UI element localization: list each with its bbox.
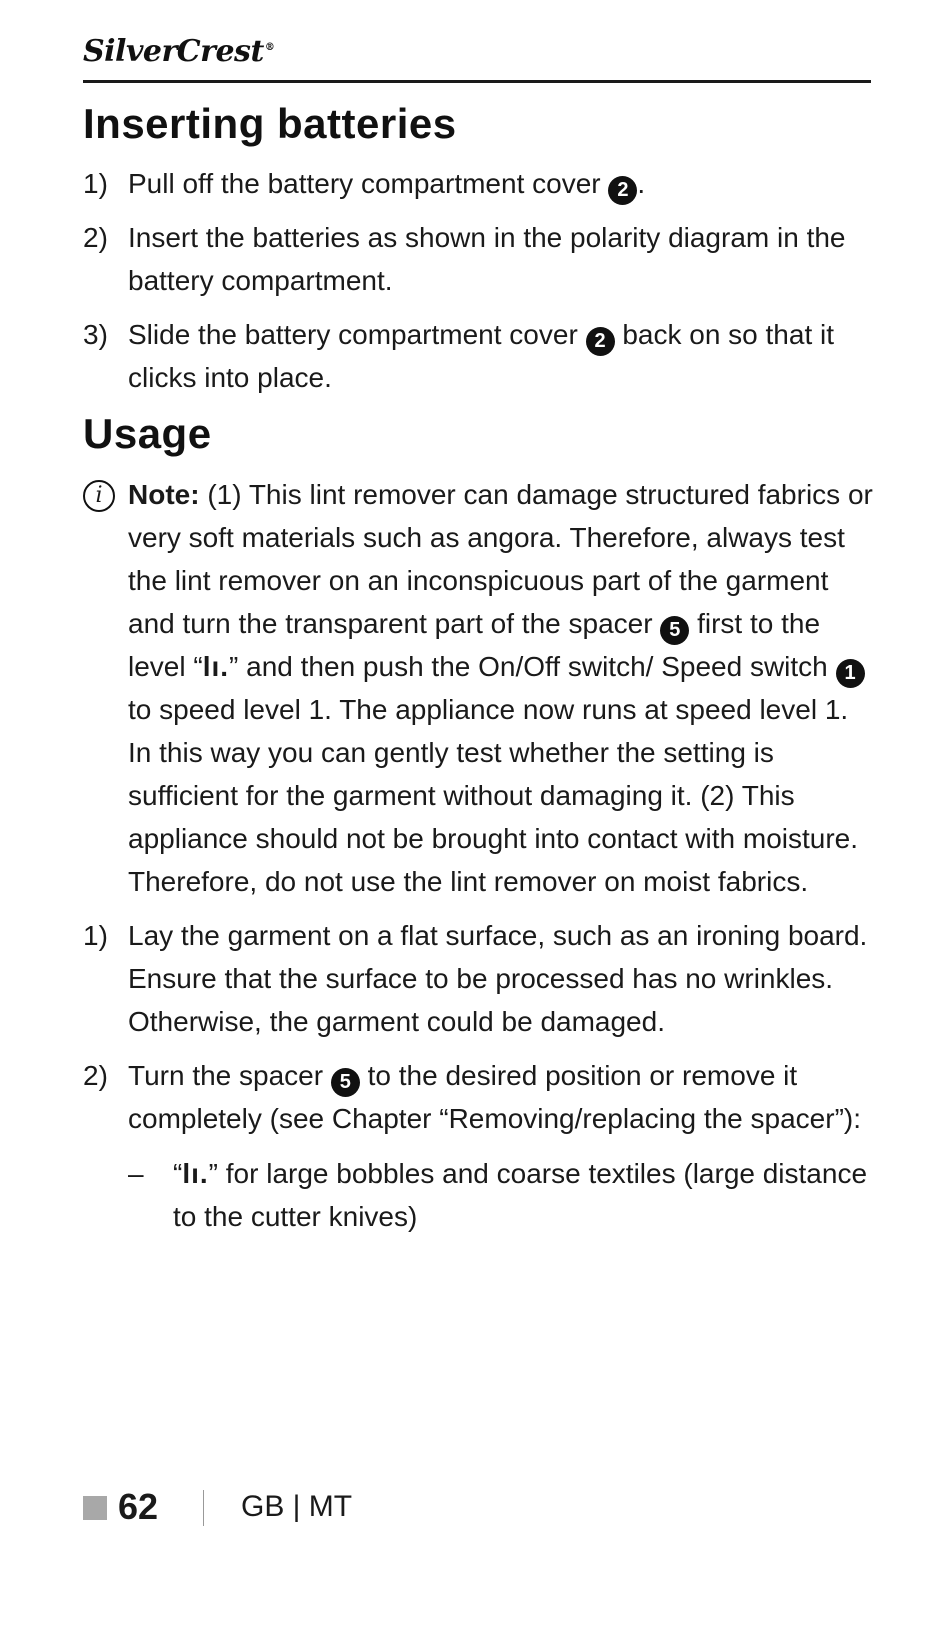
list-item: 1) Lay the garment on a flat surface, such as an ironing board. Ensure that the surface to be processed has no wrinkles. Otherwise, the garment could be damaged.	[83, 914, 873, 1043]
step-number: 1)	[83, 920, 108, 951]
list-item: 2) Turn the spacer 5 to the desired position or remove it completely (see Chapter “Removing/replacing the spacer”):	[83, 1054, 873, 1140]
registered-mark: ®	[264, 42, 275, 53]
list-item: 2) Insert the batteries as shown in the polarity diagram in the battery compartment.	[83, 216, 873, 302]
page-number: 62	[118, 1486, 159, 1527]
footer-marker-square	[83, 1496, 107, 1520]
spacer-level-symbol: lı.	[202, 651, 230, 682]
list-item: 1) Pull off the battery compartment cover 2 .	[83, 162, 873, 205]
note-block: i Note: (1) This lint remover can damage structured fabrics or very soft materials such as angora. Therefore, always test the lint remover on an inconspicuous part of the garment and turn the transparent part of the spacer 5 first to the level “lı.” and then push the On/Off switch/ Speed switch 1 to speed level 1. The appliance now runs at speed level 1. In this way you can gently test whether the setting is sufficient for the garment without damaging it. (2) This appliance should not be brought into contact with moisture. Therefore, do not use the lint remover on moist fabrics.	[83, 473, 873, 903]
step-number: 1)	[83, 168, 108, 199]
step-number: 2)	[83, 1060, 108, 1091]
footer-divider	[203, 1490, 204, 1526]
list-item: 3) Slide the battery compartment cover 2 back on so that it clicks into place.	[83, 313, 873, 399]
brand-logo: SilverCrest®	[83, 34, 275, 69]
sub-list-item: – “lı.” for large bobbles and coarse textiles (large distance to the cutter knives)	[83, 1152, 873, 1238]
info-icon: i	[83, 480, 115, 512]
usage-content	[83, 473, 873, 1238]
step-number: 2)	[83, 222, 108, 253]
note-label: Note:	[128, 479, 200, 510]
section-title-inserting-batteries: Inserting batteries	[83, 100, 457, 147]
language-codes: GB | MT	[241, 1490, 353, 1523]
ref-number-badge: 1	[836, 659, 865, 688]
spacer-level-symbol: lı.	[182, 1158, 209, 1189]
page-header	[83, 30, 871, 83]
ref-number-badge: 2	[608, 176, 637, 205]
ref-number-badge: 5	[331, 1068, 360, 1097]
ref-number-badge: 2	[586, 327, 615, 356]
dash-bullet: –	[128, 1158, 144, 1189]
battery-steps	[83, 162, 873, 410]
ref-number-badge: 5	[660, 616, 689, 645]
section-title-usage: Usage	[83, 410, 212, 457]
step-number: 3)	[83, 319, 108, 350]
